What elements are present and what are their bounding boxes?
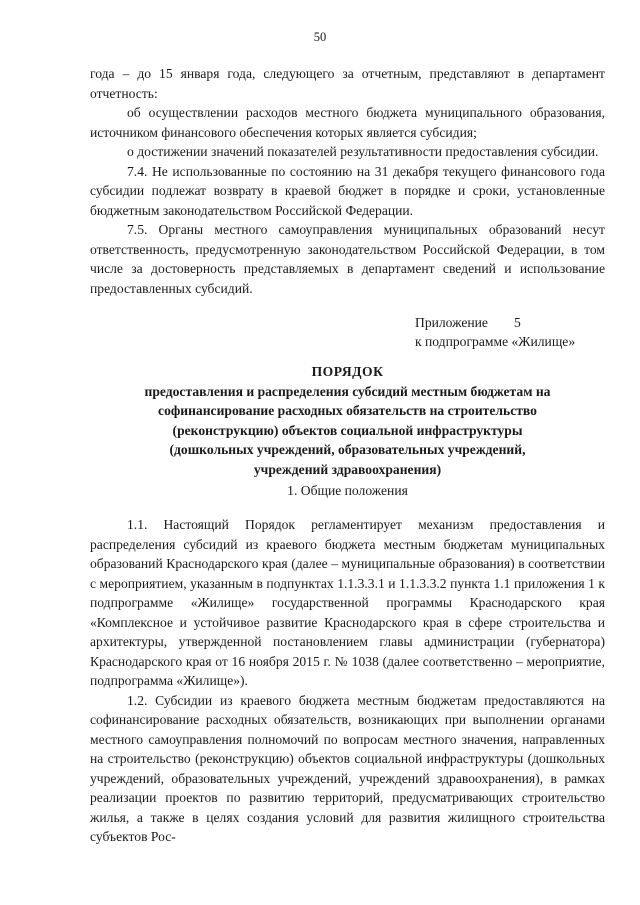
title-line: предоставления и распределения субсидий местным бюджетам на [144, 383, 551, 399]
page-number: 50 [313, 30, 327, 44]
title-line: учреждений здравоохранения) [253, 461, 442, 477]
title-line: (дошкольных учреждений, образовательных учреждений, [169, 442, 526, 457]
paragraph: 7.5. Органы местного самоуправления муниципальных образований несут ответственность, предусмотренную законодательством Российской Федерации, в том числе за достоверность представляемых в департамент сведений и использование предоставленных субсидий. [90, 222, 605, 296]
appendix-number: 5 [513, 315, 521, 330]
intro-section [90, 64, 605, 298]
appendix-subtitle: к подпрограмме «Жилище» [415, 334, 576, 349]
document-title [90, 362, 605, 479]
body-section [90, 515, 605, 847]
title-line: (реконструкцию) объектов социальной инфраструктуры [172, 422, 523, 438]
paragraph: о достижении значений показателей результативности предоставления субсидии. [127, 144, 599, 159]
appendix-label [415, 313, 615, 351]
paragraph: 1.1. Настоящий Порядок регламентирует механизм предоставления и распределения субсидий из краевого бюджета местным бюджетам муниципальных образований Краснодарского края (далее – муниципальные образования) в соответствии с мероприятием, указанным в подпунктах 1.1.3.3.1 и 1.1.3.3.2 пункта 1.1 приложения 1 к подпрограмме «Жилище» государственной программы Краснодарского края «Комплексное и устойчивое развитие Краснодарского края в сфере строительства и архитектуры, утвержденной постановлением главы администрации (губернатора) Краснодарского края от 16 ноября 2015 г. № 1038 (далее соответственно – мероприятие, подпрограмма «Жилище»). [90, 517, 605, 688]
appendix-title: Приложение [415, 315, 488, 330]
paragraph: об осуществлении расходов местного бюджета муниципального образования, источником финансового обеспечения которых является субсидия; [90, 105, 605, 140]
title-line: софинансирование расходных обязательств на строительство [158, 403, 537, 418]
paragraph: года – до 15 января года, следующего за отчетным, представляют в департамент отчетность: [90, 66, 605, 101]
paragraph: 7.4. Не использованные по состоянию на 31 декабря текущего финансового года субсидии подлежат возврату в краевой бюджет в порядке и сроки, установленные бюджетным законодательством Российской Федерации. [90, 163, 605, 218]
title-main: ПОРЯДОК [311, 364, 384, 379]
section-heading: 1. Общие положения [287, 483, 408, 498]
paragraph: 1.2. Субсидии из краевого бюджета местным бюджетам предоставляются на софинансирование расходных обязательств, возникающих при выполнении органами местного самоуправления полномочий по вопросам местного значения, направленных на строительство (реконструкцию) объектов социальной инфраструктуры (дошкольных учреждений, образовательных учреждений, учреждений здравоохранения), в рамках реализации проектов по развитию территорий, предусматривающих строительство жилья, а также в целях создания условий для развития жилищного строительства субъектов Рос- [90, 692, 605, 844]
